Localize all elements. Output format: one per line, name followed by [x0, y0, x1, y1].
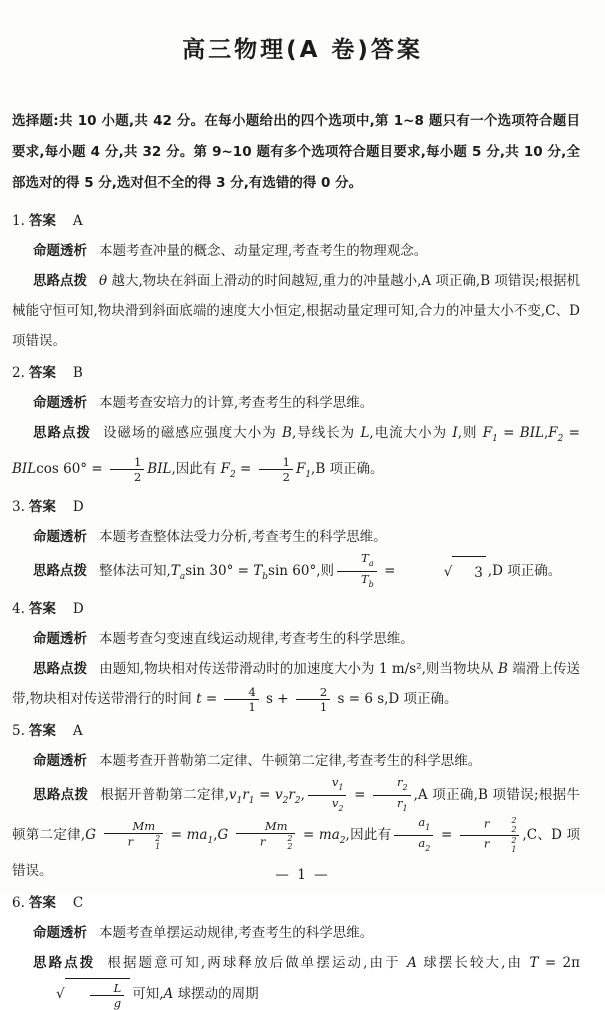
math-variable: A	[407, 955, 417, 971]
answers-list	[12, 206, 580, 1010]
fraction-numerator	[236, 820, 296, 833]
explanation-paragraph	[12, 654, 580, 714]
explanation-text: 设磁场的磁感应强度大小为 B,导线长为 L,电流大小为 I,则 $F_1 = BIL,F_2 = BILcos$ 60° = $\frac{1}{2}$ BIL,因此有 $F_2$ = $\frac{1}{2}$ $F_1,B$ 项正确。	[12, 425, 580, 484]
math-variable: r	[288, 787, 295, 803]
fraction-denominator	[337, 571, 377, 591]
math-variable: g	[113, 996, 122, 1010]
fraction-denominator: 1	[296, 699, 330, 713]
answer-choice: D	[72, 499, 85, 515]
math-variable: a	[418, 836, 426, 850]
math-variable: r	[483, 836, 490, 851]
math-sub: 1	[207, 836, 214, 846]
math-variable: L	[360, 425, 370, 441]
analysis-label: 命题透析	[33, 753, 87, 769]
math-variable: T	[170, 563, 180, 579]
math-variable: v	[331, 796, 339, 810]
fraction-denominator	[104, 833, 164, 852]
question-answer-line	[12, 594, 580, 624]
math-fraction	[110, 456, 144, 483]
analysis-label: 命题透析	[33, 395, 87, 411]
fraction-numerator: 4	[248, 685, 256, 699]
fraction-denominator	[308, 795, 347, 815]
fraction-numerator	[373, 776, 411, 795]
math-sub: 2	[282, 796, 289, 806]
question-answer-line	[12, 206, 580, 236]
explanation-text: 整体法可知$,T_a\sin$ $30^\circ = T_b\sin$ 60°,则 $\frac{T_a}{T_b}$ = √ 3 ,D 项正确。	[99, 551, 562, 589]
explanation-text: 根据题意可知,两球释放后做单摆运动,由于 A 球摆长较大,由 T = 2π√ $\frac{L}{g}$ 可知,A 球摆动的周期	[12, 955, 580, 1002]
answer-label: 答案	[28, 601, 56, 617]
answer-label: 答案	[28, 499, 56, 515]
fraction-denominator: 1	[224, 699, 258, 713]
math-subsup	[266, 835, 292, 852]
math-variable: F	[220, 461, 230, 477]
analysis-paragraph	[12, 746, 580, 776]
fraction-denominator	[373, 795, 411, 815]
math-variable: ma	[186, 827, 208, 843]
math-sup: 2	[155, 833, 161, 843]
math-variable: ma	[318, 827, 340, 843]
analysis-text: 本题考查安培力的计算,考查考生的科学思维。	[99, 395, 374, 411]
explanation-paragraph	[12, 266, 580, 356]
analysis-label: 命题透析	[33, 243, 87, 259]
math-variable: Mm	[132, 818, 156, 833]
math-variable: F	[295, 461, 306, 477]
analysis-text: 本题考查单摆运动规律,考查考生的科学思维。	[99, 925, 374, 941]
fraction-numerator	[90, 982, 125, 995]
explanation-label: 思路点拨	[33, 563, 87, 579]
analysis-text: 本题考查冲量的概念、动量定理,考查考生的物理观念。	[99, 243, 428, 259]
explanation-label: 思路点拨	[33, 273, 88, 289]
math-sub: a	[179, 572, 186, 582]
answer-choice: C	[72, 895, 85, 911]
math-variable: BIL	[519, 425, 544, 441]
question-block-3	[12, 492, 580, 592]
explanation-text: 根据开普勒第二定律$,v_1r_1 = v_2r_2$, $\frac{v_1}{v_2}$ = $\frac{r_2}{r_1}$ ,A 项正确,B 项错误;根据牛顿第二定律,G Mm r 2 1 = $ma_1,G$ Mm r 2 2 = $ma_2$,因此有 $\frac{a_1}{a_2}$ = r 2 2 r 2 1 ,C、D 项错误。	[12, 775, 580, 879]
fraction-numerator: 1	[282, 455, 290, 469]
math-variable: F	[548, 425, 558, 441]
math-variable: I	[452, 425, 458, 441]
math-fraction	[296, 686, 330, 713]
math-variable: θ	[99, 273, 108, 289]
math-fraction	[308, 776, 347, 815]
math-sub: 2	[402, 783, 408, 792]
analysis-text: 本题考查开普勒第二定律、牛顿第二定律,考查考生的科学思维。	[99, 753, 482, 769]
math-variable: T	[360, 572, 369, 586]
question-number: 6.	[12, 895, 25, 911]
math-fraction	[104, 820, 164, 852]
explanation-text: 由题知,物块相对传送带滑动时的加速度大小为 1 m/s²,则当物块从 B 端滑上传送带,物块相对传送带滑行的时间 t = $\frac{4}{1}$ s + $\frac{2}{1}$ s = 6 s,D 项正确。	[12, 661, 581, 714]
instructions-paragraph: 选择题:共 10 小题,共 42 分。在每小题给出的四个选项中,第 1~8 题只有一个选项符合题目要求,每小题 4 分,共 32 分。第 9~10 题有多个选项符合题目要求,每小题 5 分,共 10 分,全部选对的得 5 分,选对但不全的得 3 分,有选错的得 0 分。	[12, 113, 580, 191]
fraction-numerator	[337, 552, 377, 571]
analysis-paragraph	[12, 236, 580, 266]
math-variable: r	[259, 834, 266, 848]
math-subsup	[490, 837, 516, 854]
math-sub: 1	[338, 783, 344, 792]
math-sub: 1	[492, 434, 498, 444]
math-variable: r	[397, 796, 403, 810]
math-sub: 1	[305, 470, 312, 480]
math-sup: 2	[511, 816, 517, 825]
math-sub: 1	[236, 796, 243, 806]
question-block-1	[12, 206, 580, 356]
answer-choice: A	[72, 213, 84, 229]
math-variable: L	[113, 981, 122, 995]
explanation-label: 思路点拨	[33, 787, 89, 803]
radical-sign: √	[443, 563, 453, 580]
radicand: 3	[452, 556, 486, 588]
fraction-denominator: 2	[110, 469, 144, 483]
question-number: 4.	[12, 601, 25, 617]
fraction-denominator	[236, 833, 296, 852]
math-sqrt	[14, 978, 130, 1010]
answer-choice: B	[72, 365, 84, 381]
explanation-label: 思路点拨	[33, 955, 96, 971]
math-fraction	[90, 982, 125, 1009]
answer-label: 答案	[28, 723, 56, 739]
answer-label: 答案	[28, 365, 56, 381]
math-sub: 2	[557, 434, 564, 444]
explanation-label: 思路点拨	[33, 661, 88, 677]
math-fraction	[394, 816, 433, 855]
question-block-4	[12, 594, 580, 714]
math-variable: v	[331, 775, 339, 789]
analysis-paragraph	[12, 388, 580, 418]
math-subsup	[490, 817, 516, 834]
explanation-paragraph	[12, 948, 580, 1010]
analysis-label: 命题透析	[33, 631, 87, 647]
question-answer-line	[12, 492, 580, 522]
fraction-numerator	[308, 776, 347, 795]
analysis-text: 本题考查匀变速直线运动规律,考查考生的科学思维。	[99, 631, 414, 647]
fraction-numerator: 1	[133, 455, 142, 469]
math-sup: 2	[287, 833, 293, 843]
document-title: 高三物理(A 卷)答案	[182, 37, 423, 63]
explanation-text: θ 越大,物块在斜面上滑动的时间越短,重力的冲量越小,A 项正确,B 项错误;根据机械能守恒可知,物块滑到斜面底端的速度大小恒定,根据动量定理可知,合力的冲量大小不变,C、D 项错误。	[12, 273, 580, 349]
math-variable: a	[418, 815, 426, 829]
math-sub: 1	[511, 844, 517, 854]
analysis-text: 本题考查整体法受力分析,考查考生的科学思维。	[99, 529, 387, 545]
math-variable: F	[482, 425, 493, 441]
analysis-paragraph	[12, 522, 580, 552]
math-sub: 1	[248, 796, 255, 806]
math-sup: 2	[511, 836, 517, 845]
question-number: 5.	[12, 723, 25, 739]
math-sub: 2	[339, 836, 346, 846]
radical-sign: √	[56, 986, 65, 1002]
explanation-label: 思路点拨	[33, 425, 91, 441]
math-sub: 2	[294, 796, 301, 806]
question-answer-line	[12, 888, 580, 918]
math-sub: 2	[511, 824, 517, 834]
analysis-paragraph	[12, 624, 580, 654]
answer-choice: A	[72, 723, 84, 739]
math-sub: 2	[425, 844, 431, 853]
math-variable: v	[228, 787, 237, 803]
math-variable: BIL	[12, 461, 37, 477]
math-sub: 2	[229, 470, 236, 480]
math-fraction	[373, 776, 411, 815]
math-variable: v	[275, 787, 283, 803]
fraction-denominator: 2	[259, 469, 293, 483]
fraction-numerator: 2	[319, 685, 328, 699]
math-variable: G	[217, 827, 229, 843]
math-variable: B	[282, 425, 292, 441]
page-number: — 1 —	[275, 867, 330, 883]
math-variable: T	[529, 955, 539, 971]
math-variable: B	[498, 661, 508, 677]
question-block-5	[12, 716, 580, 886]
math-fraction	[337, 552, 377, 591]
fraction-denominator	[460, 835, 520, 854]
fraction-numerator	[460, 817, 520, 835]
math-fraction	[460, 817, 520, 854]
question-block-2	[12, 358, 580, 490]
analysis-label: 命题透析	[33, 529, 87, 545]
answer-label: 答案	[28, 895, 56, 911]
math-variable: r	[397, 775, 403, 789]
math-sub: 2	[287, 842, 293, 851]
math-sub: b	[262, 572, 269, 582]
fraction-denominator	[394, 835, 433, 855]
math-variable: T	[361, 551, 369, 565]
explanation-paragraph	[12, 418, 580, 490]
radicand	[65, 978, 131, 1010]
math-variable: t	[196, 691, 202, 707]
math-subsup	[134, 835, 160, 852]
math-variable: Mm	[264, 818, 288, 833]
explanation-paragraph	[12, 552, 580, 592]
fraction-numerator	[104, 820, 164, 833]
math-variable: G	[85, 827, 96, 843]
math-sub: 1	[155, 842, 161, 851]
math-variable: BIL	[147, 461, 172, 477]
question-number: 1.	[12, 213, 25, 229]
math-sub: 1	[402, 804, 408, 813]
math-variable: A	[163, 985, 174, 1002]
math-sub: b	[368, 580, 374, 589]
question-number: 3.	[12, 499, 25, 515]
math-sub: 1	[425, 823, 431, 832]
math-sub: a	[368, 559, 374, 568]
question-block-6	[12, 888, 580, 1010]
answer-choice: D	[72, 601, 85, 617]
fraction-numerator	[394, 816, 433, 835]
question-answer-line	[12, 358, 580, 388]
math-variable: r	[242, 787, 249, 803]
fraction-denominator	[90, 995, 125, 1009]
math-variable: r	[483, 816, 490, 831]
math-fraction	[259, 456, 293, 483]
analysis-paragraph	[12, 918, 580, 948]
math-variable: r	[127, 834, 134, 848]
math-sub: 2	[338, 804, 344, 813]
math-variable: T	[253, 563, 263, 579]
question-number: 2.	[12, 365, 25, 381]
analysis-label: 命题透析	[33, 925, 87, 941]
math-fraction	[224, 686, 258, 713]
math-fraction	[236, 820, 296, 852]
answer-label: 答案	[28, 213, 56, 229]
question-answer-line	[12, 716, 580, 746]
math-sqrt	[402, 556, 486, 588]
